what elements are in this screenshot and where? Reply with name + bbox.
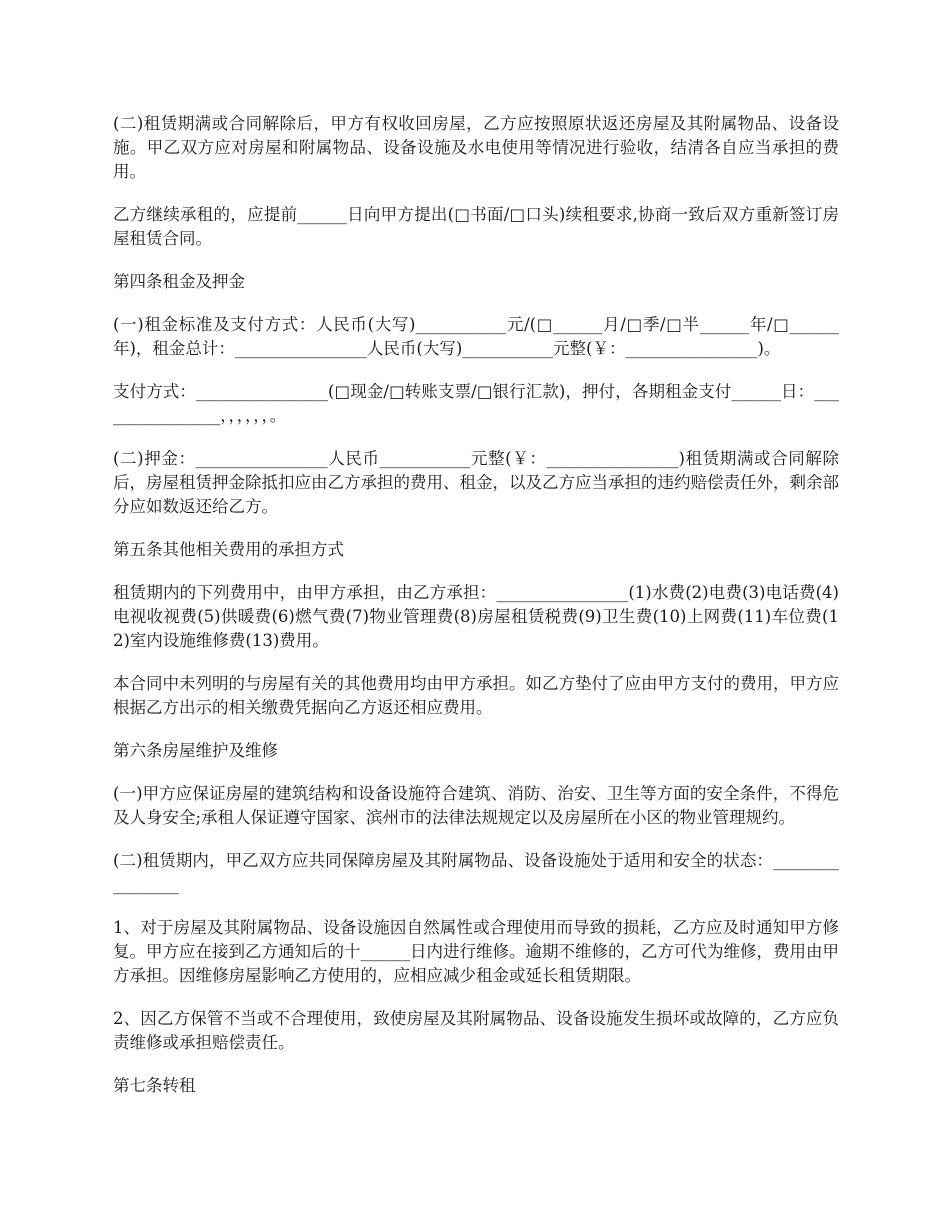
clause-5-other-fees: 本合同中未列明的与房屋有关的其他费用均由甲方承担。如乙方垫付了应由甲方支付的费用，甲方应根据乙方出示的相关缴费凭据向乙方返还相应费用。 xyxy=(113,674,839,717)
clause-6-item-1: 1、对于房屋及其附属物品、设备设施因自然属性或合理使用而导致的损耗，乙方应及时通知甲方修复。甲方应在接到乙方通知后的十______日内进行维修。逾期不维修的，乙方可代为维修，费用由甲方承担。因维修房屋影响乙方使用的，应相应减少租金或延长租赁期限。 xyxy=(113,918,839,985)
article-4-heading: 第四条租金及押金 xyxy=(113,272,245,291)
clause-4-2-deposit: (二)押金：________________人民币___________元整(￥：________________)租赁期满或合同解除后，房屋租赁押金除抵扣应由乙方承担的费用、租金，以及乙方应当承担的违约赔偿责任外，剩余部分应如数返还给乙方。 xyxy=(113,449,839,516)
article-5-heading: 第五条其他相关费用的承担方式 xyxy=(113,540,344,559)
clause-3-renewal: 乙方继续承租的，应提前______日向甲方提出(□书面/□口头)续租要求,协商一致后双方重新签订房屋租赁合同。 xyxy=(113,205,839,248)
article-7-heading: 第七条转租 xyxy=(113,1076,196,1095)
clause-6-item-2: 2、因乙方保管不当或不合理使用，致使房屋及其附属物品、设备设施发生损坏或故障的，乙方应负责维修或承担赔偿责任。 xyxy=(113,1009,839,1052)
document-page xyxy=(113,112,839,1117)
article-6-heading: 第六条房屋维护及维修 xyxy=(113,741,278,760)
clause-6-1-safety: (一)甲方应保证房屋的建筑结构和设备设施符合建筑、消防、治安、卫生等方面的安全条件，不得危及人身安全;承租人保证遵守国家、滨州市的法律法规规定以及房屋所在小区的物业管理规约。 xyxy=(113,784,839,827)
clause-4-payment-method: 支付方式：________________(□现金/□转账支票/□银行汇款)，押付，各期租金支付______日：________________，，，，，，。 xyxy=(113,382,839,425)
clause-3-2-return: (二)租赁期满或合同解除后，甲方有权收回房屋，乙方应按照原状返还房屋及其附属物品、设备设施。甲乙双方应对房屋和附属物品、设备设施及水电使用等情况进行验收，结清各自应当承担的费用。 xyxy=(113,114,839,181)
clause-5-fees: 租赁期内的下列费用中，由甲方承担，由乙方承担：________________(1)水费(2)电费(3)电话费(4)电视收视费(5)供暖费(6)燃气费(7)物业管理费(8)房屋租赁税费(9)卫生费(10)上网费(11)车位费(12)室内设施维修费(13)费用。 xyxy=(113,583,839,650)
clause-6-2-condition: (二)租赁期内，甲乙双方应共同保障房屋及其附属物品、设备设施处于适用和安全的状态：________________ xyxy=(113,851,839,894)
clause-4-1-rent: (一)租金标准及支付方式：人民币(大写)___________元/(□______月/□季/□半______年/□______年)，租金总计：________________人民币(大写)___________元整(￥：________________)。 xyxy=(113,315,839,358)
